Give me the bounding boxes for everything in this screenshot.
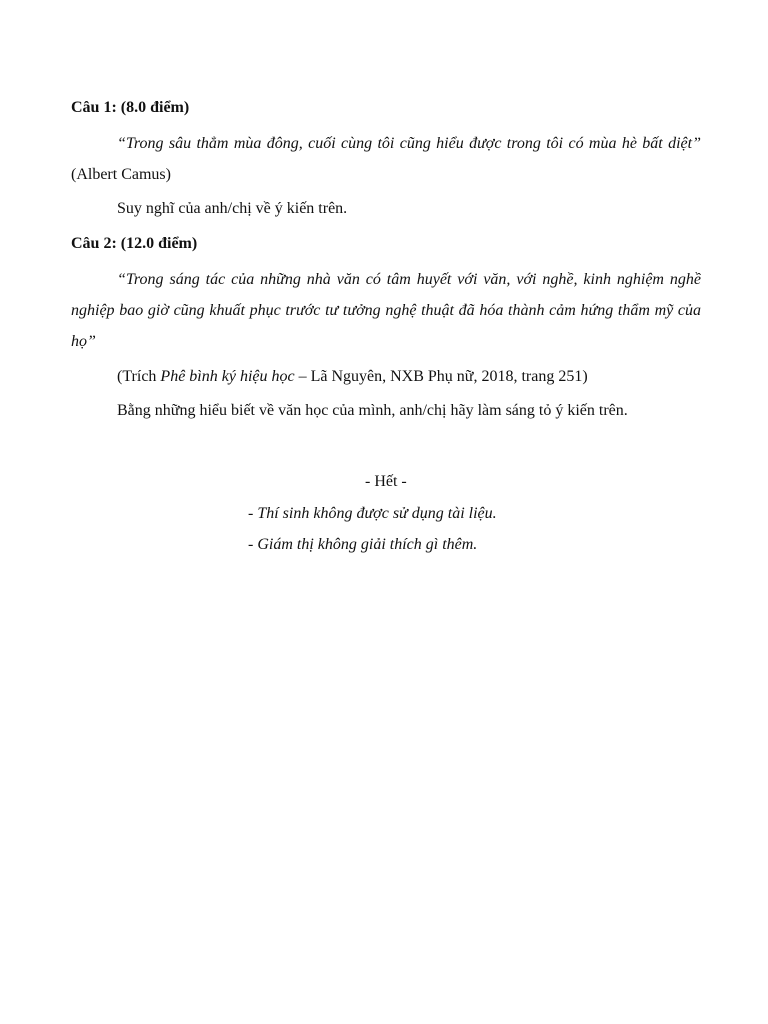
question-1-quote-paragraph	[71, 128, 701, 190]
note-no-explanation: - Giám thị không giải thích gì thêm.	[248, 536, 478, 553]
question-1-author: (Albert Camus)	[71, 166, 171, 183]
note-no-materials: - Thí sinh không được sử dụng tài liệu.	[248, 505, 497, 522]
question-1-quote: “Trong sâu thẳm mùa đông, cuối cùng tôi cũng hiểu được trong tôi có mùa hè bất diệt”	[117, 135, 701, 152]
question-2-source	[117, 367, 588, 387]
question-1-task: Suy nghĩ của anh/chị về ý kiến trên.	[117, 200, 348, 217]
end-mark: - Hết -	[365, 473, 407, 490]
question-2-task: Bằng những hiểu biết về văn học của mình, anh/chị hãy làm sáng tỏ ý kiến trên.	[117, 402, 628, 419]
source-prefix: (Trích	[117, 368, 161, 385]
source-suffix: – Lã Nguyên, NXB Phụ nữ, 2018, trang 251)	[294, 368, 588, 385]
question-2-heading: Câu 2: (12.0 điểm)	[71, 235, 198, 252]
question-2-quote: “Trong sáng tác của những nhà văn có tâm huyết với văn, với nghề, kinh nghiệm nghề nghiệp bao giờ cũng khuất phục trước tư tưởng nghệ thuật đã hóa thành cảm hứng thẩm mỹ của họ”	[71, 271, 701, 350]
source-title: Phê bình ký hiệu học	[160, 368, 295, 385]
question-1-heading: Câu 1: (8.0 điểm)	[71, 99, 190, 116]
